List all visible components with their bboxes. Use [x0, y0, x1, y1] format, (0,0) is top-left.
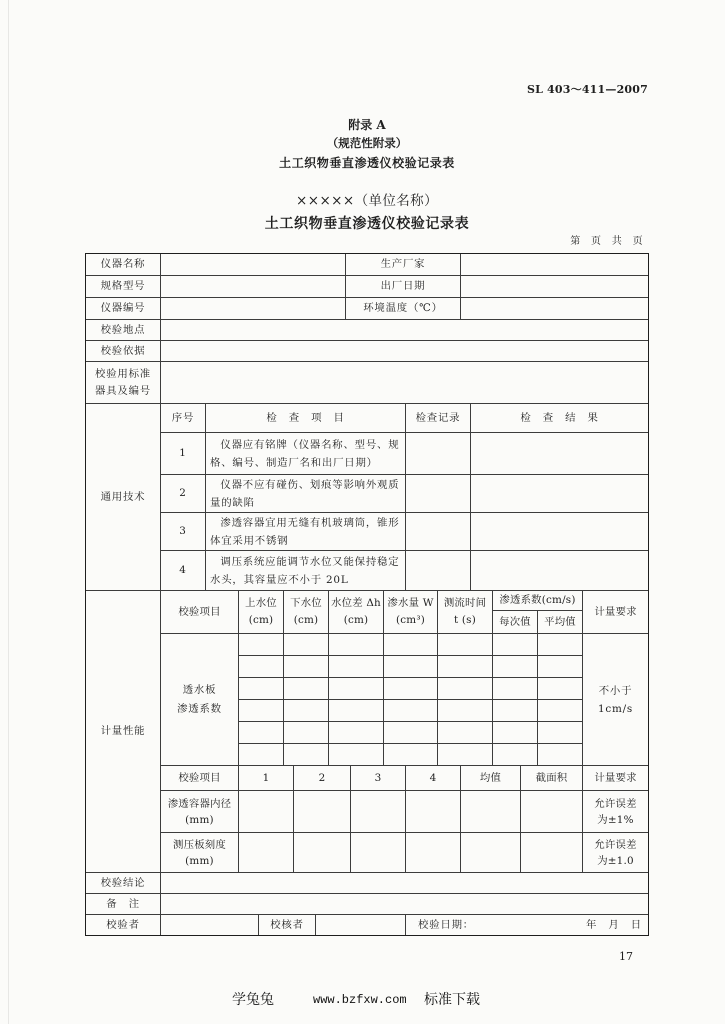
metrological-performance-label: 计量性能 — [85, 590, 161, 873]
cross-section-area-header: 截面积 — [520, 765, 583, 791]
permeability-data-cell — [383, 633, 438, 656]
appendix-type: （规范性附录） — [326, 136, 408, 150]
permeability-data-cell — [492, 743, 538, 766]
lower-water-level-name: 下水位 — [290, 597, 322, 609]
conclusion-value — [160, 872, 649, 894]
permeability-data-cell — [492, 721, 538, 744]
permeability-data-cell — [283, 743, 329, 766]
instrument-name-label: 仪器名称 — [85, 253, 161, 276]
check-item-1-record — [405, 432, 471, 475]
permeability-data-cell — [238, 633, 284, 656]
check-record-header: 检查记录 — [405, 403, 471, 433]
manufacturer-label: 生产厂家 — [345, 253, 461, 276]
standard-code: SL 403～411—2007 — [526, 83, 648, 96]
scan-edge-line — [8, 0, 9, 1024]
piezometer-scale-data-cell — [520, 832, 583, 873]
check-item-header: 检 查 项 目 — [205, 403, 406, 433]
model-label: 规格型号 — [85, 275, 161, 298]
piezometer-scale-label: 测压板刻度 (mm) — [160, 832, 239, 873]
check-item-2-record — [405, 474, 471, 513]
mean-header: 均值 — [460, 765, 521, 791]
appendix-label: 附录 A — [348, 118, 386, 132]
inspector-label: 校验者 — [85, 914, 161, 936]
permeability-data-cell — [238, 699, 284, 722]
check-item-4-result — [470, 550, 649, 591]
verification-item-header: 校验项目 — [160, 590, 239, 634]
page-counter: 第 页 共 页 — [570, 236, 643, 247]
permeability-data-cell — [283, 699, 329, 722]
flow-time-unit: t (s) — [454, 614, 476, 626]
permeability-data-cell — [383, 721, 438, 744]
permeability-data-cell — [383, 677, 438, 700]
permeability-data-cell — [492, 655, 538, 678]
check-item-3-sequence: 3 — [160, 512, 206, 551]
footer-site-url: www.bzfxw.com — [313, 993, 407, 1007]
permeability-data-cell — [238, 721, 284, 744]
permeability-data-cell — [437, 743, 493, 766]
requirement-header-2: 计量要求 — [582, 765, 649, 791]
lower-water-level-unit: (cm) — [293, 614, 319, 626]
container-diameter-data-cell — [238, 790, 294, 833]
permeability-data-cell — [437, 655, 493, 678]
head-difference-header — [328, 590, 384, 634]
permeability-data-cell — [492, 677, 538, 700]
permeability-data-cell — [328, 655, 384, 678]
instrument-name-value — [160, 253, 346, 276]
piezometer-scale-data-cell — [405, 832, 461, 873]
permeability-data-cell — [537, 721, 583, 744]
check-item-1-sequence: 1 — [160, 432, 206, 475]
ambient-temperature-label: 环境温度（℃） — [345, 297, 461, 320]
permeability-data-cell — [437, 699, 493, 722]
permeability-data-cell — [283, 677, 329, 700]
check-item-3-record — [405, 512, 471, 551]
container-diameter-data-cell — [293, 790, 351, 833]
trial-2-header: 2 — [293, 765, 351, 791]
standard-equipment-value — [160, 361, 649, 404]
piezometer-scale-data-cell — [238, 832, 294, 873]
inspector-value — [160, 914, 259, 936]
location-label: 校验地点 — [85, 319, 161, 341]
inspection-date-label: 校验日期： — [418, 918, 474, 931]
check-item-1-text: 仪器应有铭牌（仪器名称、型号、规 格、编号、制造厂名和出厂日期） — [210, 438, 400, 469]
container-diameter-data-cell — [520, 790, 583, 833]
general-technology-label: 通用技术 — [85, 403, 161, 591]
appendix-title: 土工织物垂直渗透仪校验记录表 — [279, 156, 455, 170]
basis-label: 校验依据 — [85, 340, 161, 362]
container-diameter-label: 渗透容器内径 (mm) — [160, 790, 239, 833]
check-item-1-result — [470, 432, 649, 475]
container-diameter-data-cell — [405, 790, 461, 833]
check-item-3 — [205, 512, 406, 551]
check-item-2-result — [470, 474, 649, 513]
container-diameter-data-cell — [350, 790, 406, 833]
check-item-4-text: 调压系统应能调节水位又能保持稳定 水头，其容量应不小于 20L — [210, 555, 400, 586]
seepage-volume-name: 渗水量 W — [387, 597, 434, 609]
remarks-label: 备 注 — [85, 893, 161, 915]
upper-water-level-unit: (cm) — [248, 614, 274, 626]
piezometer-scale-data-cell — [293, 832, 351, 873]
reviewer-label: 校核者 — [258, 914, 316, 936]
permeability-data-cell — [437, 721, 493, 744]
conclusion-label: 校验结论 — [85, 872, 161, 894]
permeability-data-cell — [238, 743, 284, 766]
trial-4-header: 4 — [405, 765, 461, 791]
seepage-volume-header — [383, 590, 438, 634]
upper-water-level-name: 上水位 — [245, 597, 277, 609]
permeability-data-cell — [328, 699, 384, 722]
head-difference-name: 水位差 Δh — [331, 597, 381, 609]
check-item-4-sequence: 4 — [160, 550, 206, 591]
permeable-plate-requirement: 不小于 1cm/s — [582, 633, 649, 766]
permeability-data-cell — [328, 743, 384, 766]
trial-3-header: 3 — [350, 765, 406, 791]
flow-time-header — [437, 590, 493, 634]
permeability-data-cell — [537, 655, 583, 678]
standard-equipment-label: 校验用标准 器具及编号 — [85, 361, 161, 404]
permeable-plate-coefficient-label: 透水板 渗透系数 — [160, 633, 239, 766]
sequence-header: 序号 — [160, 403, 206, 433]
permeability-data-cell — [328, 677, 384, 700]
footer-site-name: 学兔兔 — [232, 992, 274, 1008]
average-value-header: 平均值 — [537, 610, 583, 634]
footer-tagline: 标准下载 — [424, 992, 480, 1008]
instrument-number-label: 仪器编号 — [85, 297, 161, 320]
check-item-3-text: 渗透容器宜用无缝有机玻璃筒，锥形 体宜采用不锈钢 — [210, 516, 400, 547]
permeability-data-cell — [492, 699, 538, 722]
instrument-number-value — [160, 297, 346, 320]
production-date-value — [460, 275, 649, 298]
production-date-label: 出厂日期 — [345, 275, 461, 298]
ambient-temperature-value — [460, 297, 649, 320]
check-result-header: 检 查 结 果 — [470, 403, 649, 433]
permeability-data-cell — [537, 699, 583, 722]
container-diameter-requirement: 允许误差 为±1% — [582, 790, 649, 833]
verification-item-header-2: 校验项目 — [160, 765, 239, 791]
permeability-data-cell — [437, 633, 493, 656]
permeability-data-cell — [537, 633, 583, 656]
check-item-3-result — [470, 512, 649, 551]
container-diameter-data-cell — [460, 790, 521, 833]
permeability-data-cell — [283, 721, 329, 744]
flow-time-name: 测流时间 — [443, 597, 487, 609]
permeability-data-cell — [383, 655, 438, 678]
manufacturer-value — [460, 253, 649, 276]
check-item-2 — [205, 474, 406, 513]
permeability-data-cell — [537, 743, 583, 766]
permeability-data-cell — [537, 677, 583, 700]
permeability-data-cell — [328, 721, 384, 744]
inspection-date-cell — [405, 914, 649, 936]
head-difference-unit: (cm) — [343, 614, 369, 626]
permeability-data-cell — [328, 633, 384, 656]
permeability-data-cell — [437, 677, 493, 700]
requirement-header: 计量要求 — [582, 590, 649, 634]
remarks-value — [160, 893, 649, 915]
check-item-4-record — [405, 550, 471, 591]
inspection-date-placeholder: 年 月 日 — [586, 918, 642, 931]
piezometer-scale-data-cell — [350, 832, 406, 873]
permeability-data-cell — [283, 655, 329, 678]
permeability-data-cell — [238, 655, 284, 678]
lower-water-level-header — [283, 590, 329, 634]
permeability-coefficient-header: 渗透系数(cm/s) — [492, 590, 583, 611]
reviewer-value — [315, 914, 406, 936]
basis-value — [160, 340, 649, 362]
page-number: 17 — [619, 950, 633, 963]
permeability-data-cell — [383, 699, 438, 722]
unit-name: ×××××（单位名称） — [296, 193, 438, 209]
form-title: 土工织物垂直渗透仪校验记录表 — [264, 216, 470, 232]
permeability-data-cell — [283, 633, 329, 656]
check-item-4 — [205, 550, 406, 591]
per-trial-value-header: 每次值 — [492, 610, 538, 634]
piezometer-scale-data-cell — [460, 832, 521, 873]
location-value — [160, 319, 649, 341]
check-item-1 — [205, 432, 406, 475]
piezometer-scale-requirement: 允许误差 为±1.0 — [582, 832, 649, 873]
permeability-data-cell — [492, 633, 538, 656]
upper-water-level-header — [238, 590, 284, 634]
check-item-2-text: 仪器不应有碰伤、划痕等影响外观质 量的缺陷 — [210, 478, 400, 509]
check-item-2-sequence: 2 — [160, 474, 206, 513]
trial-1-header: 1 — [238, 765, 294, 791]
seepage-volume-unit: (cm³) — [396, 614, 425, 626]
model-value — [160, 275, 346, 298]
permeability-data-cell — [383, 743, 438, 766]
permeability-data-cell — [238, 677, 284, 700]
